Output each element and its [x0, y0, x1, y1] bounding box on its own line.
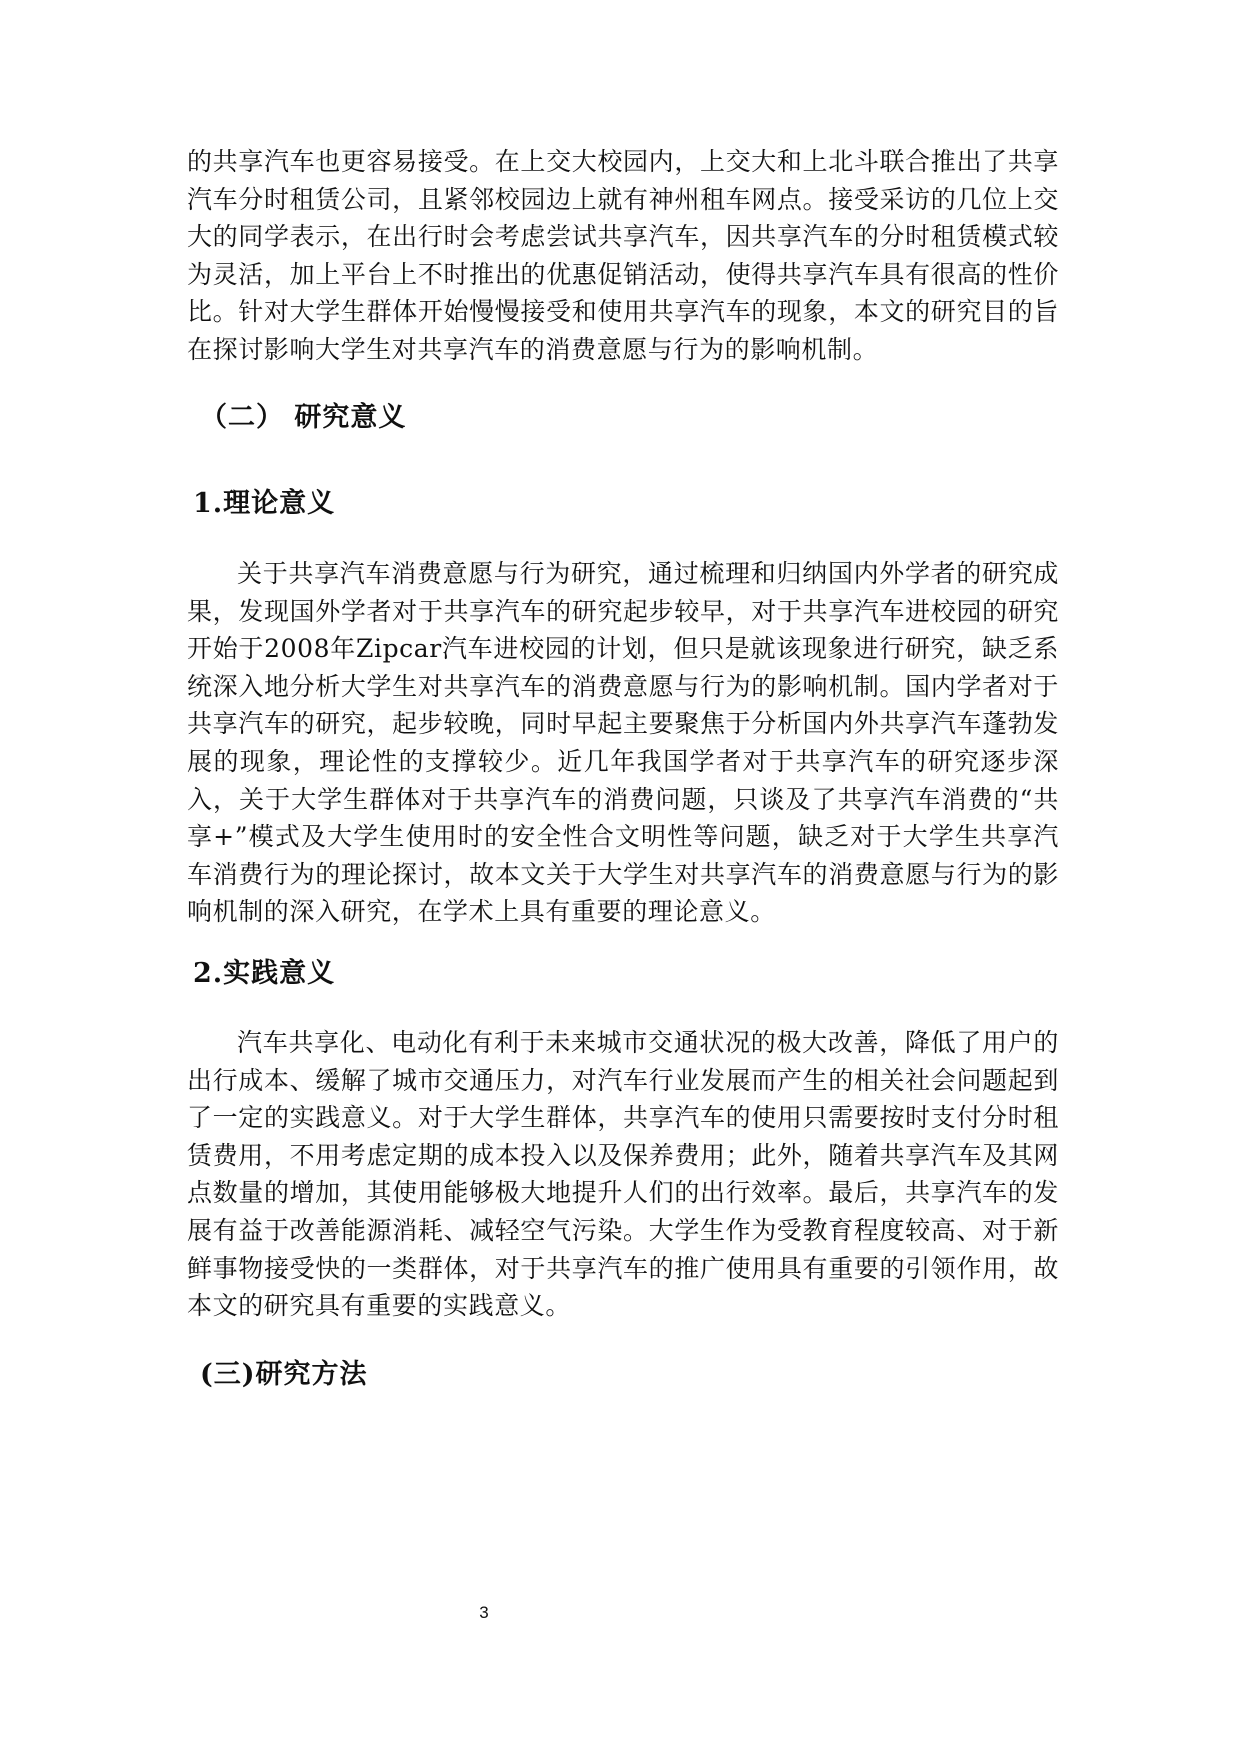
section-heading-research-significance: （二） 研究意义 [200, 402, 407, 433]
paragraph-practical-significance: 汽车共享化、电动化有利于未来城市交通状况的极大改善，降低了用户的出行成本、缓解了城市交通压力，对汽车行业发展而产生的相关社会问题起到了一定的实践意义。对于大学生群体，共享汽车的使用只需要按时支付分时租赁费用，不用考虑定期的成本投入以及保养费用；此外，随着共享汽车及其网点数量的增加，其使用能够极大地提升人们的出行效率。最后，共享汽车的发展有益于改善能源消耗、减轻空气污染。大学生作为受教育程度较高、对于新鲜事物接受快的一类群体，对于共享汽车的推广使用具有重要的引领作用，故本文的研究具有重要的实践意义。 [187, 1028, 1059, 1321]
page-number: 3 [479, 1603, 489, 1622]
paragraph-continuation: 的共享汽车也更容易接受。在上交大校园内，上交大和上北斗联合推出了共享汽车分时租赁公司，且紧邻校园边上就有神州租车网点。接受采访的几位上交大的同学表示，在出行时会考虑尝试共享汽车，因共享汽车的分时租赁模式较为灵活，加上平台上不时推出的优惠促销活动，使得共享汽车具有很高的性价比。针对大学生群体开始慢慢接受和使用共享汽车的现象，本文的研究目的旨在探讨影响大学生对共享汽车的消费意愿与行为的影响机制。 [187, 147, 1059, 364]
section-heading-research-method: (三)研究方法 [200, 1359, 368, 1390]
subsection-heading-theoretical-significance: 1.理论意义 [193, 488, 336, 519]
subsection-heading-practical-significance: 2.实践意义 [193, 958, 336, 989]
paragraph-theoretical-significance: 关于共享汽车消费意愿与行为研究，通过梳理和归纳国内外学者的研究成果，发现国外学者对于共享汽车的研究起步较早，对于共享汽车进校园的研究开始于2008年Zipcar汽车进校园的计划，但只是就该现象进行研究，缺乏系统深入地分析大学生对共享汽车的消费意愿与行为的影响机制。国内学者对于共享汽车的研究，起步较晚，同时早起主要聚焦于分析国内外共享汽车蓬勃发展的现象，理论性的支撑较少。近几年我国学者对于共享汽车的研究逐步深入，关于大学生群体对于共享汽车的消费问题，只谈及了共享汽车消费的“共享+”模式及大学生使用时的安全性合文明性等问题，缺乏对于大学生共享汽车消费行为的理论探讨，故本文关于大学生对共享汽车的消费意愿与行为的影响机制的深入研究，在学术上具有重要的理论意义。 [187, 559, 1059, 927]
